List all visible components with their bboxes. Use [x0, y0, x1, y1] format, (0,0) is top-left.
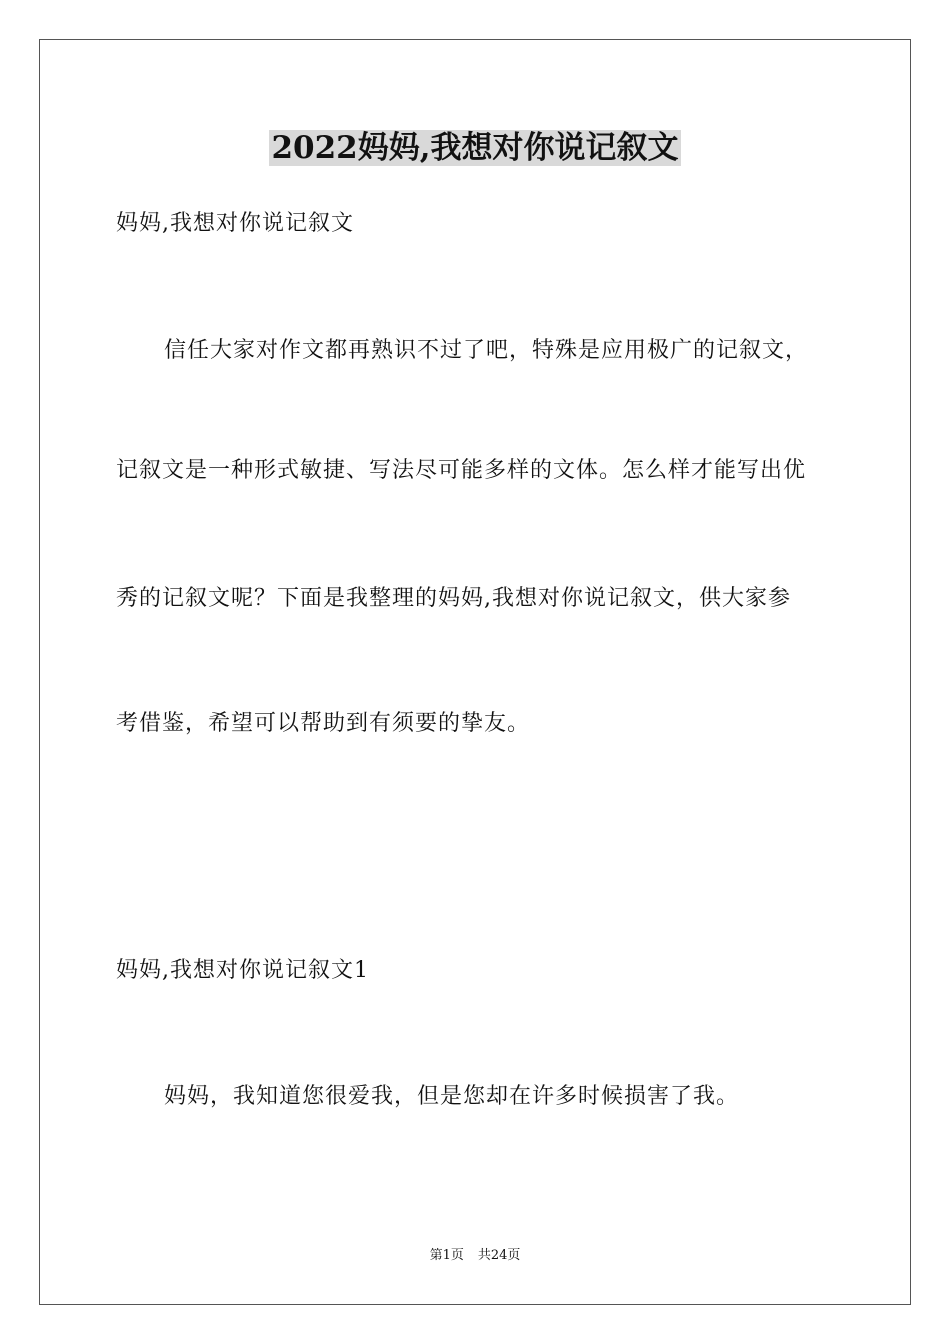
paragraph-line: 妈妈，我知道您很爱我，但是您却在许多时候损害了我。	[164, 1084, 740, 1109]
document-subtitle: 妈妈,我想对你说记叙文	[116, 211, 354, 236]
page-footer	[0, 1247, 950, 1265]
paragraph-line: 考借鉴，希望可以帮助到有须要的挚友。	[116, 711, 531, 736]
section-heading: 妈妈,我想对你说记叙文1	[116, 958, 369, 983]
document-title	[0, 128, 950, 168]
paragraph-line: 记叙文是一种形式敏捷、写法尽可能多样的文体。怎么样才能写出优	[116, 458, 807, 483]
page-number: 第1页	[429, 1248, 464, 1263]
page-total: 共24页	[477, 1248, 521, 1263]
paragraph-line: 秀的记叙文呢？下面是我整理的妈妈,我想对你说记叙文，供大家参	[116, 586, 791, 611]
paragraph-line: 信任大家对作文都再熟识不过了吧，特殊是应用极广的记叙文，	[164, 338, 809, 363]
document-title-text: 2022妈妈,我想对你说记叙文	[271, 130, 679, 166]
